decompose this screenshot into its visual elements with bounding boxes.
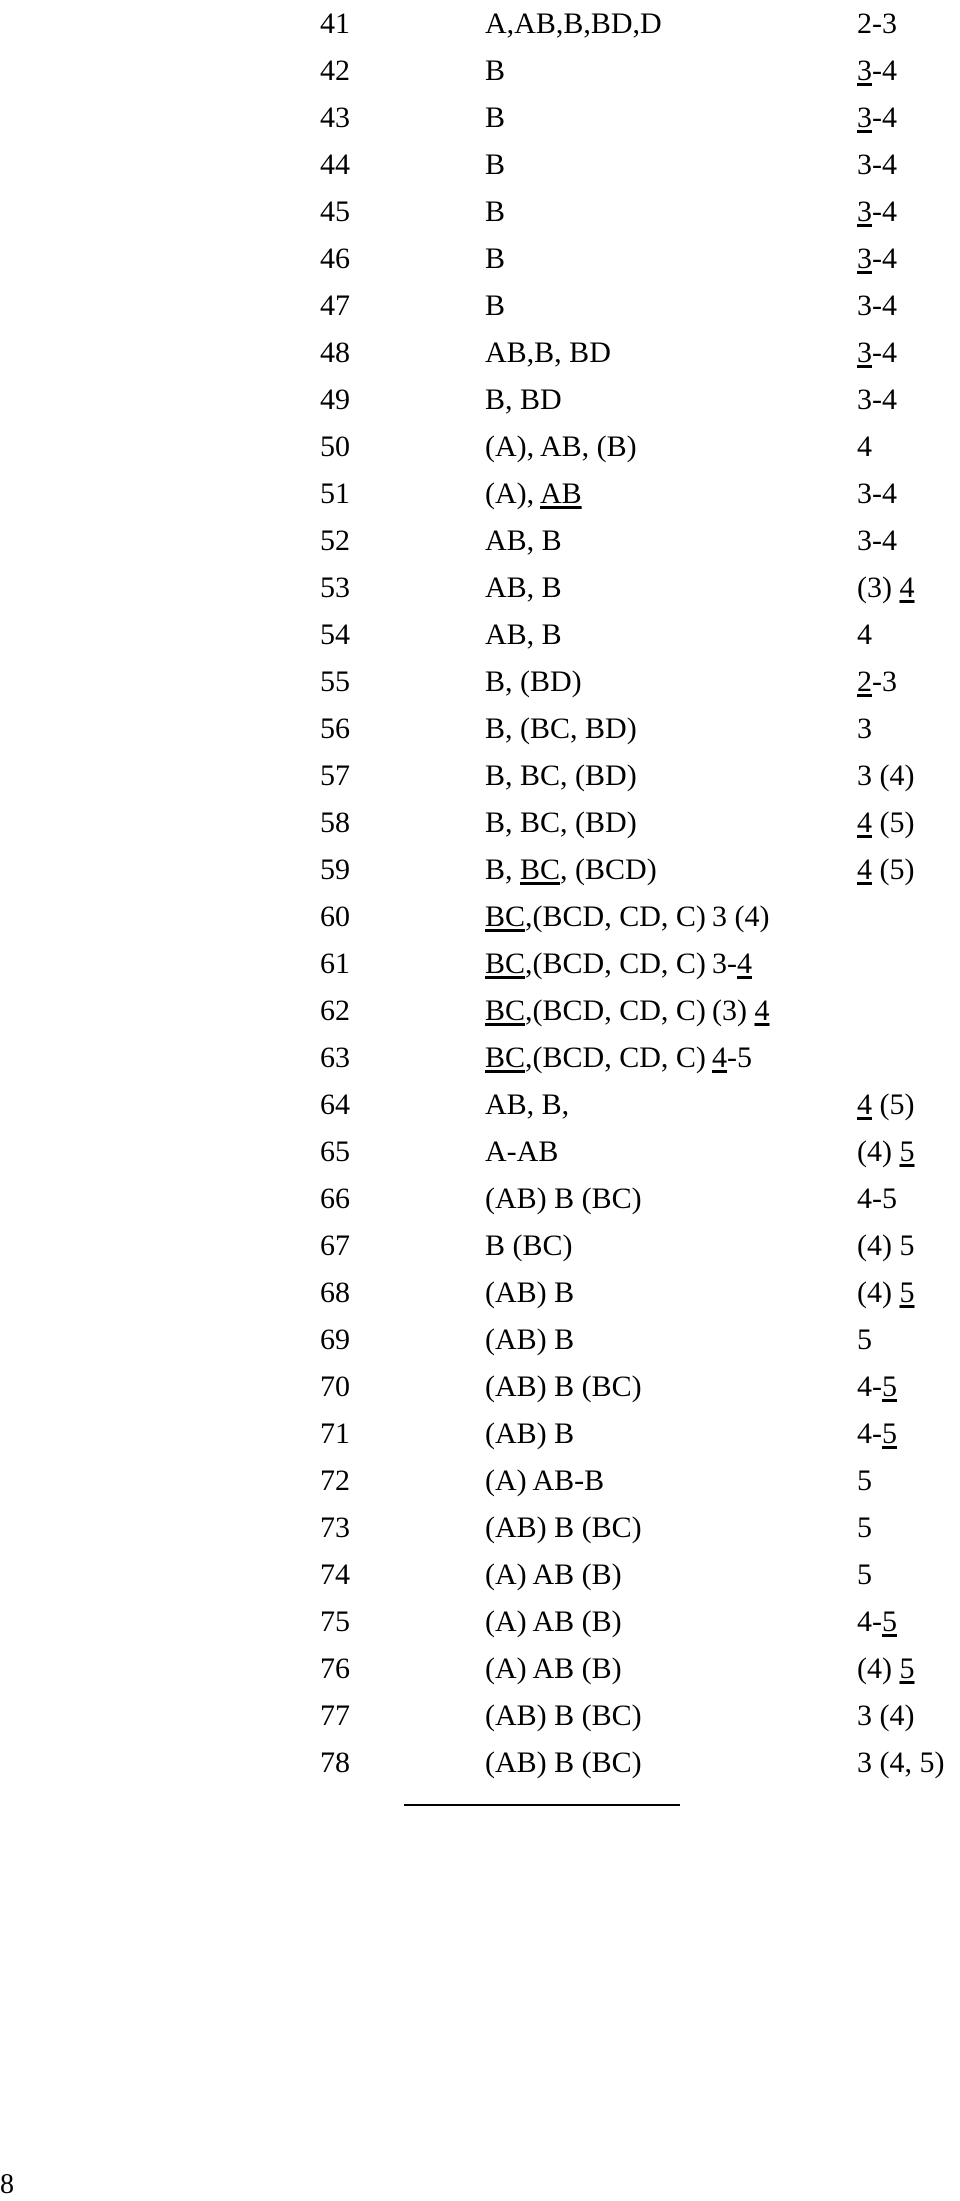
- row-class: [857, 1269, 914, 1316]
- row-number: 49: [320, 383, 350, 416]
- table-row: [0, 47, 960, 94]
- code-segment: B: [485, 242, 506, 275]
- row-code: [485, 846, 657, 893]
- row-code: [485, 1645, 622, 1692]
- table-row: [0, 1363, 960, 1410]
- table-row: [0, 799, 960, 846]
- code-segment: A,AB,B,BD,D: [485, 7, 662, 40]
- code-segment: B: [485, 289, 506, 322]
- row-number: 61: [320, 947, 350, 980]
- row-class: [857, 329, 897, 376]
- row-number: 50: [320, 430, 350, 463]
- class-segment: 3 (4, 5): [857, 1746, 945, 1779]
- row-class: [857, 846, 914, 893]
- class-segment: 4: [857, 853, 872, 886]
- row-number: 48: [320, 336, 350, 369]
- row-code: [485, 1551, 622, 1598]
- class-segment: 3-4: [857, 383, 897, 416]
- row-code: [485, 752, 637, 799]
- row-code: [485, 1316, 574, 1363]
- row-code: [485, 94, 505, 141]
- row-class: [857, 1222, 914, 1269]
- row-number: 75: [320, 1605, 350, 1638]
- code-segment: (AB) B: [485, 1417, 575, 1450]
- code-segment: (A) AB-B: [485, 1464, 605, 1497]
- row-number: 58: [320, 806, 350, 839]
- code-segment: AB, B,: [485, 1088, 570, 1121]
- class-segment: 3-4: [857, 477, 897, 510]
- code-segment: BC: [485, 1041, 526, 1074]
- class-segment: 5: [882, 1417, 897, 1450]
- class-segment: -4: [872, 195, 897, 228]
- row-number: 52: [320, 524, 350, 557]
- table-row: [0, 235, 960, 282]
- code-segment: B: [485, 195, 506, 228]
- row-code: [485, 1222, 573, 1269]
- table-row: [0, 188, 960, 235]
- code-segment: (AB) B: [485, 1276, 575, 1309]
- code-segment: BC: [485, 994, 526, 1027]
- row-code: [485, 1504, 642, 1551]
- table-row: [0, 1457, 960, 1504]
- table-row: [0, 470, 960, 517]
- class-segment: 4: [899, 571, 915, 604]
- row-code: [485, 1081, 569, 1128]
- table-row: [0, 1598, 960, 1645]
- code-segment: AB, B: [485, 524, 562, 557]
- row-class: [857, 611, 872, 658]
- table-row: [0, 0, 960, 47]
- row-class: [857, 1081, 914, 1128]
- row-code: [485, 376, 562, 423]
- code-segment: , (BCD): [560, 853, 657, 886]
- class-segment: 2-3: [857, 7, 897, 40]
- code-segment: (AB) B (BC): [485, 1699, 642, 1732]
- row-number: 63: [320, 1041, 350, 1074]
- row-class: [857, 47, 897, 94]
- row-number: 54: [320, 618, 350, 651]
- row-code: [485, 1128, 558, 1175]
- class-segment: 3: [857, 54, 872, 87]
- table-row: [0, 1034, 960, 1081]
- table-row: [0, 705, 960, 752]
- code-segment: (A) AB (B): [485, 1605, 622, 1638]
- row-number: 70: [320, 1370, 350, 1403]
- class-segment: (4): [857, 1276, 900, 1309]
- row-code: [485, 188, 505, 235]
- table-row: [0, 1222, 960, 1269]
- table-row: [0, 94, 960, 141]
- row-number: 53: [320, 571, 350, 604]
- row-code: [485, 1175, 642, 1222]
- row-code: [485, 1457, 604, 1504]
- row-code: [485, 893, 706, 940]
- row-number: 69: [320, 1323, 350, 1356]
- table-row: [0, 940, 960, 987]
- row-code: [485, 1739, 642, 1786]
- table-row: [0, 282, 960, 329]
- table-row: [0, 1128, 960, 1175]
- class-segment: 3-: [712, 947, 737, 980]
- class-segment: 4: [857, 430, 872, 463]
- row-code: [485, 517, 562, 564]
- row-class: [857, 1598, 897, 1645]
- class-segment: 4-: [857, 1370, 882, 1403]
- row-code: [485, 940, 706, 987]
- row-number: 43: [320, 101, 350, 134]
- code-segment: ,(BCD, CD, C): [525, 900, 706, 933]
- code-segment: BC: [520, 853, 561, 886]
- code-segment: ,(BCD, CD, C): [525, 947, 706, 980]
- row-class: [712, 893, 769, 940]
- row-class: [857, 423, 872, 470]
- row-number: 72: [320, 1464, 350, 1497]
- table-row: [0, 423, 960, 470]
- class-segment: (5): [872, 853, 915, 886]
- row-class: [857, 1645, 914, 1692]
- code-segment: B: [485, 101, 506, 134]
- row-number: 59: [320, 853, 350, 886]
- row-class: [857, 376, 897, 423]
- code-segment: B: [485, 54, 506, 87]
- class-segment: 5: [857, 1464, 872, 1497]
- class-segment: 5: [857, 1323, 872, 1356]
- class-segment: 3: [857, 101, 872, 134]
- code-segment: B: [485, 148, 506, 181]
- class-segment: 5: [857, 1511, 872, 1544]
- row-class: [857, 1739, 944, 1786]
- row-number: 66: [320, 1182, 350, 1215]
- row-code: [485, 1034, 706, 1081]
- class-segment: 4: [857, 1088, 872, 1121]
- table-row: [0, 611, 960, 658]
- row-class: [857, 517, 897, 564]
- row-class: [857, 1504, 872, 1551]
- class-segment: 5: [857, 1558, 872, 1591]
- row-number: 78: [320, 1746, 350, 1779]
- table-row: [0, 846, 960, 893]
- row-code: [485, 1363, 642, 1410]
- class-segment: 5: [899, 1652, 915, 1685]
- row-class: [857, 1457, 872, 1504]
- row-number: 74: [320, 1558, 350, 1591]
- class-segment: (5): [872, 1088, 915, 1121]
- table-bottom-rule: [404, 1804, 680, 1806]
- class-segment: (3): [712, 994, 755, 1027]
- class-segment: 3: [857, 242, 872, 275]
- row-class: [857, 658, 897, 705]
- class-segment: 4: [857, 618, 872, 651]
- row-code: [485, 1692, 642, 1739]
- code-segment: AB, B: [485, 618, 562, 651]
- table-row: [0, 564, 960, 611]
- row-class: [857, 1316, 872, 1363]
- row-number: 47: [320, 289, 350, 322]
- table-row: [0, 1316, 960, 1363]
- row-number: 77: [320, 1699, 350, 1732]
- row-number: 76: [320, 1652, 350, 1685]
- class-segment: (4) 5: [857, 1229, 915, 1262]
- class-segment: 5: [882, 1370, 897, 1403]
- row-code: [485, 141, 505, 188]
- code-segment: (A), AB, (B): [485, 430, 637, 463]
- code-segment: ,(BCD, CD, C): [525, 1041, 706, 1074]
- table-row: [0, 893, 960, 940]
- class-segment: 3-4: [857, 148, 897, 181]
- row-code: [485, 1269, 574, 1316]
- code-segment: B, BC, (BD): [485, 759, 637, 792]
- class-segment: 3 (4): [712, 900, 770, 933]
- class-segment: 4-: [857, 1605, 882, 1638]
- row-code: [485, 0, 662, 47]
- row-class: [857, 235, 897, 282]
- row-code: [485, 282, 505, 329]
- class-segment: (4): [857, 1652, 900, 1685]
- row-class: [857, 1410, 897, 1457]
- class-segment: -5: [727, 1041, 752, 1074]
- row-number: 55: [320, 665, 350, 698]
- class-segment: -4: [872, 54, 897, 87]
- table-row: [0, 1175, 960, 1222]
- table-row: [0, 1504, 960, 1551]
- row-code: [485, 1598, 622, 1645]
- class-segment: 3: [857, 712, 872, 745]
- code-segment: B (BC): [485, 1229, 573, 1262]
- code-segment: (AB) B: [485, 1323, 575, 1356]
- row-number: 51: [320, 477, 350, 510]
- row-number: 65: [320, 1135, 350, 1168]
- class-segment: 3-4: [857, 524, 897, 557]
- code-segment: B, (BD): [485, 665, 582, 698]
- class-segment: 3: [857, 195, 872, 228]
- code-segment: (AB) B (BC): [485, 1182, 642, 1215]
- row-number: 44: [320, 148, 350, 181]
- table-row: [0, 329, 960, 376]
- row-code: [485, 235, 505, 282]
- class-segment: (4): [857, 1135, 900, 1168]
- row-class: [857, 564, 914, 611]
- row-class: [857, 1363, 897, 1410]
- row-number: 45: [320, 195, 350, 228]
- row-number: 71: [320, 1417, 350, 1450]
- table-row: [0, 658, 960, 705]
- class-segment: 4: [712, 1041, 727, 1074]
- table-row: [0, 1269, 960, 1316]
- row-number: 46: [320, 242, 350, 275]
- row-class: [712, 1034, 752, 1081]
- code-segment: AB,B, BD: [485, 336, 611, 369]
- page-number: 8: [0, 2169, 14, 2200]
- row-code: [485, 47, 505, 94]
- class-segment: 4-: [857, 1417, 882, 1450]
- table-row: [0, 1551, 960, 1598]
- row-number: 64: [320, 1088, 350, 1121]
- class-segment: 3: [857, 336, 872, 369]
- code-segment: AB: [540, 477, 582, 510]
- class-segment: (5): [872, 806, 915, 839]
- row-code: [485, 564, 562, 611]
- row-number: 42: [320, 54, 350, 87]
- row-code: [485, 1410, 574, 1457]
- class-segment: 4: [857, 806, 872, 839]
- class-segment: -4: [872, 242, 897, 275]
- row-code: [485, 611, 562, 658]
- code-segment: AB, B: [485, 571, 562, 604]
- row-number: 56: [320, 712, 350, 745]
- class-segment: 3-4: [857, 289, 897, 322]
- code-segment: (AB) B (BC): [485, 1370, 642, 1403]
- row-class: [857, 94, 897, 141]
- class-segment: 5: [882, 1605, 897, 1638]
- row-code: [485, 658, 582, 705]
- row-number: 57: [320, 759, 350, 792]
- code-segment: B, BC, (BD): [485, 806, 637, 839]
- row-class: [857, 705, 872, 752]
- code-segment: BC: [485, 947, 526, 980]
- class-segment: -4: [872, 101, 897, 134]
- code-segment: B, (BC, BD): [485, 712, 637, 745]
- row-class: [857, 799, 914, 846]
- row-class: [712, 940, 752, 987]
- code-segment: B,: [485, 853, 521, 886]
- class-segment: 4-5: [857, 1182, 897, 1215]
- class-segment: -4: [872, 336, 897, 369]
- class-segment: (3): [857, 571, 900, 604]
- code-segment: (A) AB (B): [485, 1652, 622, 1685]
- row-class: [857, 0, 897, 47]
- row-number: 41: [320, 7, 350, 40]
- code-segment: BC: [485, 900, 526, 933]
- row-class: [857, 470, 897, 517]
- row-code: [485, 329, 611, 376]
- code-segment: A-AB: [485, 1135, 559, 1168]
- code-segment: B, BD: [485, 383, 562, 416]
- table-row: [0, 1645, 960, 1692]
- table-row: [0, 517, 960, 564]
- row-class: [857, 1692, 914, 1739]
- row-code: [485, 987, 706, 1034]
- class-segment: 4: [754, 994, 770, 1027]
- class-segment: 5: [899, 1276, 915, 1309]
- table-row: [0, 1692, 960, 1739]
- row-class: [857, 188, 897, 235]
- class-segment: 2: [857, 665, 872, 698]
- row-number: 73: [320, 1511, 350, 1544]
- class-segment: 3 (4): [857, 1699, 915, 1732]
- code-segment: (A),: [485, 477, 540, 510]
- class-segment: -3: [872, 665, 897, 698]
- table-row: [0, 752, 960, 799]
- row-class: [857, 1551, 872, 1598]
- code-segment: (AB) B (BC): [485, 1746, 642, 1779]
- code-segment: (A) AB (B): [485, 1558, 622, 1591]
- class-segment: 4: [737, 947, 752, 980]
- row-class: [857, 1128, 914, 1175]
- code-segment: ,(BCD, CD, C): [525, 994, 706, 1027]
- table-row: [0, 1081, 960, 1128]
- row-code: [485, 423, 637, 470]
- row-class: [857, 752, 914, 799]
- row-class: [857, 282, 897, 329]
- row-number: 62: [320, 994, 350, 1027]
- row-number: 60: [320, 900, 350, 933]
- class-segment: 3 (4): [857, 759, 915, 792]
- table-row: [0, 987, 960, 1034]
- code-segment: (AB) B (BC): [485, 1511, 642, 1544]
- table-row: [0, 141, 960, 188]
- row-code: [485, 799, 637, 846]
- row-number: 67: [320, 1229, 350, 1262]
- row-number: 68: [320, 1276, 350, 1309]
- row-code: [485, 470, 582, 517]
- table-row: [0, 1739, 960, 1786]
- row-code: [485, 705, 637, 752]
- row-class: [857, 1175, 897, 1222]
- table-row: [0, 1410, 960, 1457]
- row-class: [857, 141, 897, 188]
- class-segment: 5: [899, 1135, 915, 1168]
- table-row: [0, 376, 960, 423]
- row-class: [712, 987, 769, 1034]
